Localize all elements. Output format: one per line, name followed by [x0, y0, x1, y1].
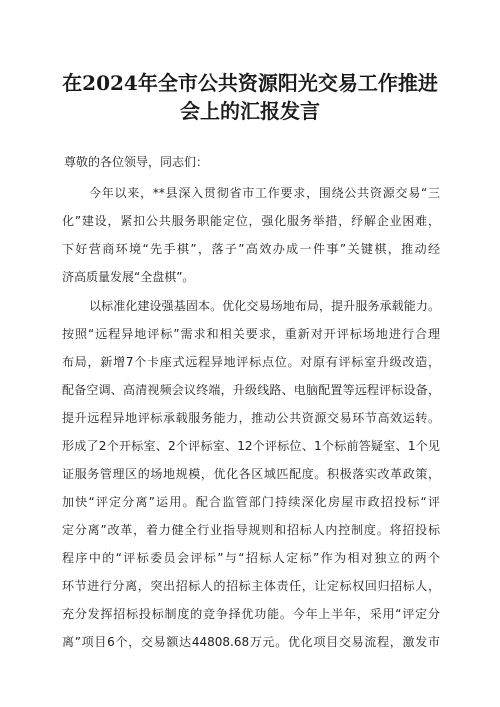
document-title-line-1: 在2024年全市公共资源阳光交易工作推进	[62, 71, 438, 95]
paragraph-line: 程序中的“评标委员会评标”与“招标人定标”作为相对独立的两个	[62, 551, 440, 565]
paragraph-line: 证服务管理区的场地规模，优化各区域匹配度。积极落实改革政策，	[62, 467, 440, 481]
paragraph-line: 济高质量发展“全盘棋”。	[62, 270, 195, 284]
paragraph-line: 化”建设，紧扣公共服务职能定位，强化服务举措，纾解企业困难，	[62, 214, 440, 228]
document-title-line-2: 会上的汇报发言	[180, 99, 320, 123]
paragraph-line: 以标准化建设强基固本。优化交易场地布局，提升服务承载能力。	[89, 299, 440, 313]
paragraph-line: 环节进行分离，突出招标人的招标主体责任，让定标权回归招标人，	[62, 579, 440, 593]
paragraph-line: 加快“评定分离”运用。配合监管部门持续深化房屋市政招投标“评	[62, 495, 440, 509]
paragraph-line: 配备空调、高清视频会议终端，升级线路、电脑配置等远程评标设备，	[62, 383, 440, 397]
paragraph-line: 形成了2个开标室、2个评标室、12个评标位、1个标前答疑室、1个见	[62, 439, 440, 453]
salutation: 尊敬的各位领导，同志们：	[64, 155, 209, 169]
paragraph-line: 布局，新增7个卡座式远程异地评标点位。对原有评标室升级改造，	[62, 355, 440, 369]
paragraph-line: 按照“远程异地评标”需求和相关要求，重新对开评标场地进行合理	[62, 327, 440, 341]
paragraph-line: 提升远程异地评标承载服务能力，推动公共资源交易环节高效运转。	[62, 411, 440, 425]
paragraph-line: 定分离”改革，着力健全行业指导规则和招标人内控制度。将招投标	[62, 523, 440, 537]
paragraph-line: 今年以来，**县深入贯彻省市工作要求，围绕公共资源交易“三	[89, 186, 440, 200]
paragraph-line: 下好营商环境“先手棋”，落子”高效办成一件事”关键棋，推动经	[62, 242, 440, 256]
paragraph-line: 充分发挥招标投标制度的竞争择优功能。今年上半年，采用“评定分	[62, 607, 440, 621]
paragraph-line: 离”项目6个，交易额达44808.68万元。优化项目交易流程，激发市	[62, 635, 440, 649]
